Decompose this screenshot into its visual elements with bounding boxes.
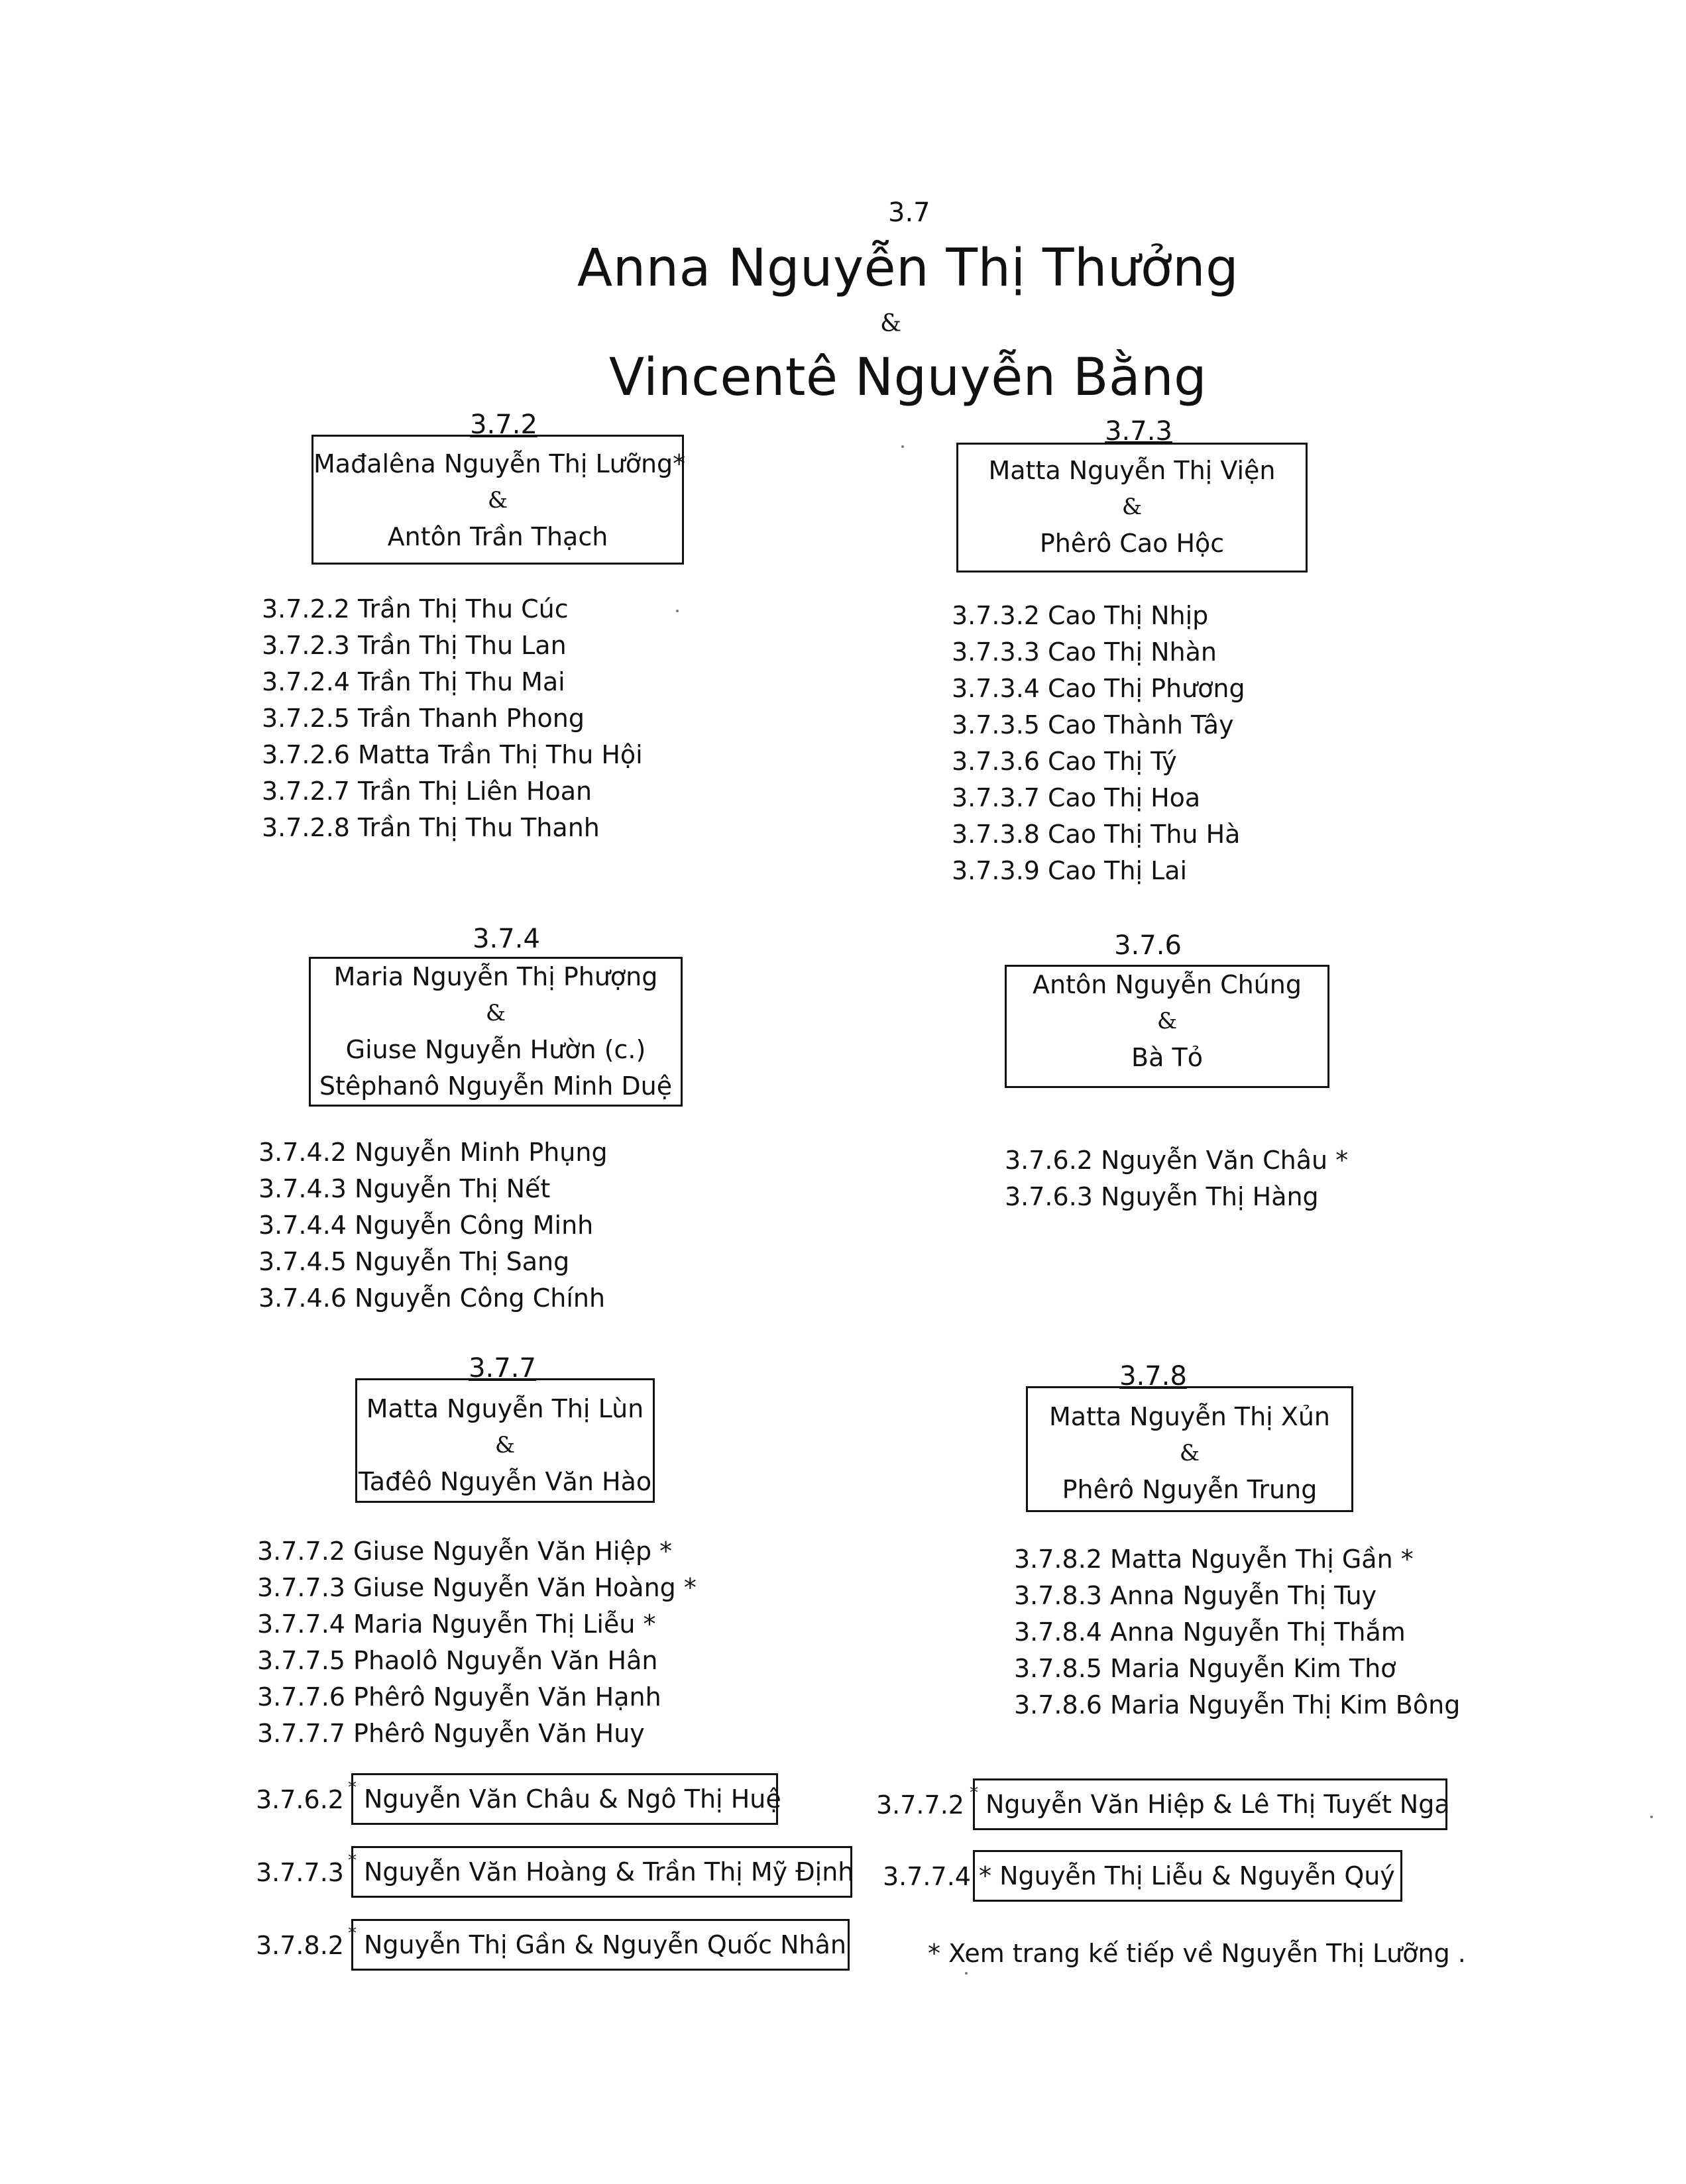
ampersand: & <box>485 1000 506 1026</box>
marriage-box <box>348 1773 781 1825</box>
family-box-378 <box>1026 1386 1353 1512</box>
spouse-3: Stêphanô Nguyễn Minh Duệ <box>319 1071 673 1101</box>
spouse-1: Matta Nguyễn Thị Xủn <box>1048 1402 1331 1431</box>
child-item: 3.7.7.7 Phêrô Nguyễn Văn Huy <box>257 1719 645 1748</box>
family-box-377 <box>355 1378 655 1503</box>
spouse-1: Matta Nguyễn Thị Lùn <box>366 1394 644 1423</box>
ampersand: & <box>1121 494 1143 520</box>
marriage-number: 3.7.6.2 <box>256 1785 344 1814</box>
child-item: 3.7.7.4 Maria Nguyễn Thị Liễu * <box>257 1610 656 1639</box>
child-item: 3.7.4.5 Nguyễn Thị Sang <box>258 1247 570 1276</box>
child-item: 3.7.4.4 Nguyễn Công Minh <box>258 1211 594 1240</box>
ancestor-ampersand: & <box>880 310 902 337</box>
spouse-2: Antôn Trần Thạch <box>387 522 608 551</box>
footnote: * Xem trang kế tiếp về Nguyễn Thị Lưỡng . <box>928 1939 1466 1968</box>
ampersand: & <box>487 487 508 514</box>
spouse-1: Maria Nguyễn Thị Phượng <box>333 962 658 991</box>
children-list-373 <box>952 598 1245 889</box>
children-list-378 <box>1014 1541 1460 1723</box>
child-item: 3.7.7.5 Phaolô Nguyễn Văn Hân <box>257 1646 658 1675</box>
child-item: 3.7.4.3 Nguyễn Thị Nết <box>258 1174 551 1203</box>
spouse-1: Matta Nguyễn Thị Viện <box>988 456 1276 485</box>
family-box-374 <box>309 957 683 1107</box>
marriage-box <box>970 1778 1450 1830</box>
child-item: 3.7.2.4 Trần Thị Thu Mai <box>262 667 565 696</box>
scan-speck <box>901 445 904 448</box>
header-number: 3.7 <box>888 197 930 228</box>
marriage-text: Nguyễn Thị Gần & Nguyễn Quốc Nhân <box>364 1930 846 1959</box>
child-item: 3.7.8.3 Anna Nguyễn Thị Tuy <box>1014 1581 1377 1610</box>
child-item: 3.7.3.3 Cao Thị Nhàn <box>952 637 1217 667</box>
family-number-376: 3.7.6 <box>1114 930 1182 961</box>
child-item: 3.7.8.6 Maria Nguyễn Thị Kim Bông <box>1014 1690 1461 1720</box>
child-item: 3.7.3.7 Cao Thị Hoa <box>952 783 1201 812</box>
child-item: 3.7.6.2 Nguyễn Văn Châu * <box>1005 1146 1349 1175</box>
children-list-376 <box>1005 1142 1348 1215</box>
family-number-374: 3.7.4 <box>473 924 540 954</box>
family-box-372 <box>311 435 684 565</box>
spouse-2: Bà Tỏ <box>1131 1043 1203 1072</box>
child-item: 3.7.3.4 Cao Thị Phương <box>952 674 1245 703</box>
child-item: 3.7.3.2 Cao Thị Nhịp <box>952 601 1209 630</box>
family-box-373 <box>956 443 1308 573</box>
ampersand: & <box>1179 1440 1200 1466</box>
child-item: 3.7.8.4 Anna Nguyễn Thị Thắm <box>1014 1617 1406 1647</box>
asterisk-mark: * <box>348 1851 357 1871</box>
family-number-378: 3.7.8 <box>1119 1361 1187 1392</box>
marriage-number: 3.7.8.2 <box>256 1931 344 1960</box>
child-item: 3.7.2.2 Trần Thị Thu Cúc <box>262 594 569 624</box>
child-item: 3.7.2.6 Matta Trần Thị Thu Hội <box>262 740 643 769</box>
marriage-number: 3.7.7.3 <box>256 1858 344 1887</box>
child-item: 3.7.7.6 Phêrô Nguyễn Văn Hạnh <box>257 1682 661 1712</box>
child-item: 3.7.2.8 Trần Thị Thu Thanh <box>262 813 600 842</box>
spouse-1: Mađalêna Nguyễn Thị Lưỡng* <box>313 449 686 478</box>
ancestor-name-1: Anna Nguyễn Thị Thưởng <box>577 239 1239 298</box>
child-item: 3.7.7.2 Giuse Nguyễn Văn Hiệp * <box>257 1537 673 1566</box>
scan-speck <box>965 1972 968 1975</box>
scan-speck <box>1650 1816 1653 1818</box>
child-item: 3.7.8.5 Maria Nguyễn Kim Thơ <box>1014 1654 1396 1683</box>
child-item: 3.7.2.3 Trần Thị Thu Lan <box>262 631 567 660</box>
marriage-text: Nguyễn Văn Hoàng & Trần Thị Mỹ Định <box>364 1857 854 1886</box>
marriage-text: Nguyễn Văn Hiệp & Lê Thị Tuyết Nga <box>985 1790 1450 1819</box>
marriage-box <box>348 1846 854 1898</box>
marriage-number: 3.7.7.2 <box>876 1790 964 1820</box>
spouse-2: Tađêô Nguyễn Văn Hào <box>358 1467 652 1496</box>
ancestor-name-2: Vincentê Nguyễn Bằng <box>608 348 1208 408</box>
child-item: 3.7.8.2 Matta Nguyễn Thị Gần * <box>1014 1545 1414 1574</box>
child-item: 3.7.3.9 Cao Thị Lai <box>952 856 1188 885</box>
spouse-1: Antôn Nguyễn Chúng <box>1033 970 1302 999</box>
child-item: 3.7.2.7 Trần Thị Liên Hoan <box>262 777 592 806</box>
child-item: 3.7.7.3 Giuse Nguyễn Văn Hoàng * <box>257 1573 697 1602</box>
marriage-box <box>348 1919 850 1971</box>
ampersand: & <box>1156 1008 1178 1034</box>
marriage-number: 3.7.7.4 <box>883 1862 971 1891</box>
child-item: 3.7.2.5 Trần Thanh Phong <box>262 704 585 733</box>
family-number-377: 3.7.7 <box>469 1353 536 1384</box>
marriage-text: Nguyễn Văn Châu & Ngô Thị Huệ <box>364 1784 781 1814</box>
child-item: 3.7.3.8 Cao Thị Thu Hà <box>952 820 1241 849</box>
asterisk-mark: * <box>970 1783 978 1803</box>
ampersand: & <box>494 1432 516 1458</box>
marriage-text: * Nguyễn Thị Liễu & Nguyễn Quý <box>979 1861 1395 1890</box>
asterisk-mark: * <box>348 1924 357 1943</box>
family-box-376 <box>1005 965 1329 1088</box>
child-item: 3.7.3.5 Cao Thành Tây <box>952 710 1234 739</box>
child-item: 3.7.3.6 Cao Thị Tý <box>952 747 1177 776</box>
family-number-372: 3.7.2 <box>470 410 537 440</box>
marriage-box <box>973 1850 1402 1902</box>
spouse-2: Phêrô Nguyễn Trung <box>1062 1475 1318 1504</box>
scan-speck <box>676 610 679 612</box>
child-item: 3.7.4.2 Nguyễn Minh Phụng <box>258 1138 608 1167</box>
children-list-377 <box>257 1533 697 1752</box>
child-item: 3.7.4.6 Nguyễn Công Chính <box>258 1283 606 1313</box>
spouse-2: Giuse Nguyễn Hườn (c.) <box>345 1035 646 1064</box>
family-number-373: 3.7.3 <box>1105 416 1172 447</box>
child-item: 3.7.6.3 Nguyễn Thị Hàng <box>1005 1182 1319 1211</box>
spouse-2: Phêrô Cao Hộc <box>1039 529 1225 558</box>
children-list-372 <box>262 591 643 846</box>
asterisk-mark: * <box>348 1778 357 1798</box>
children-list-374 <box>258 1134 608 1317</box>
